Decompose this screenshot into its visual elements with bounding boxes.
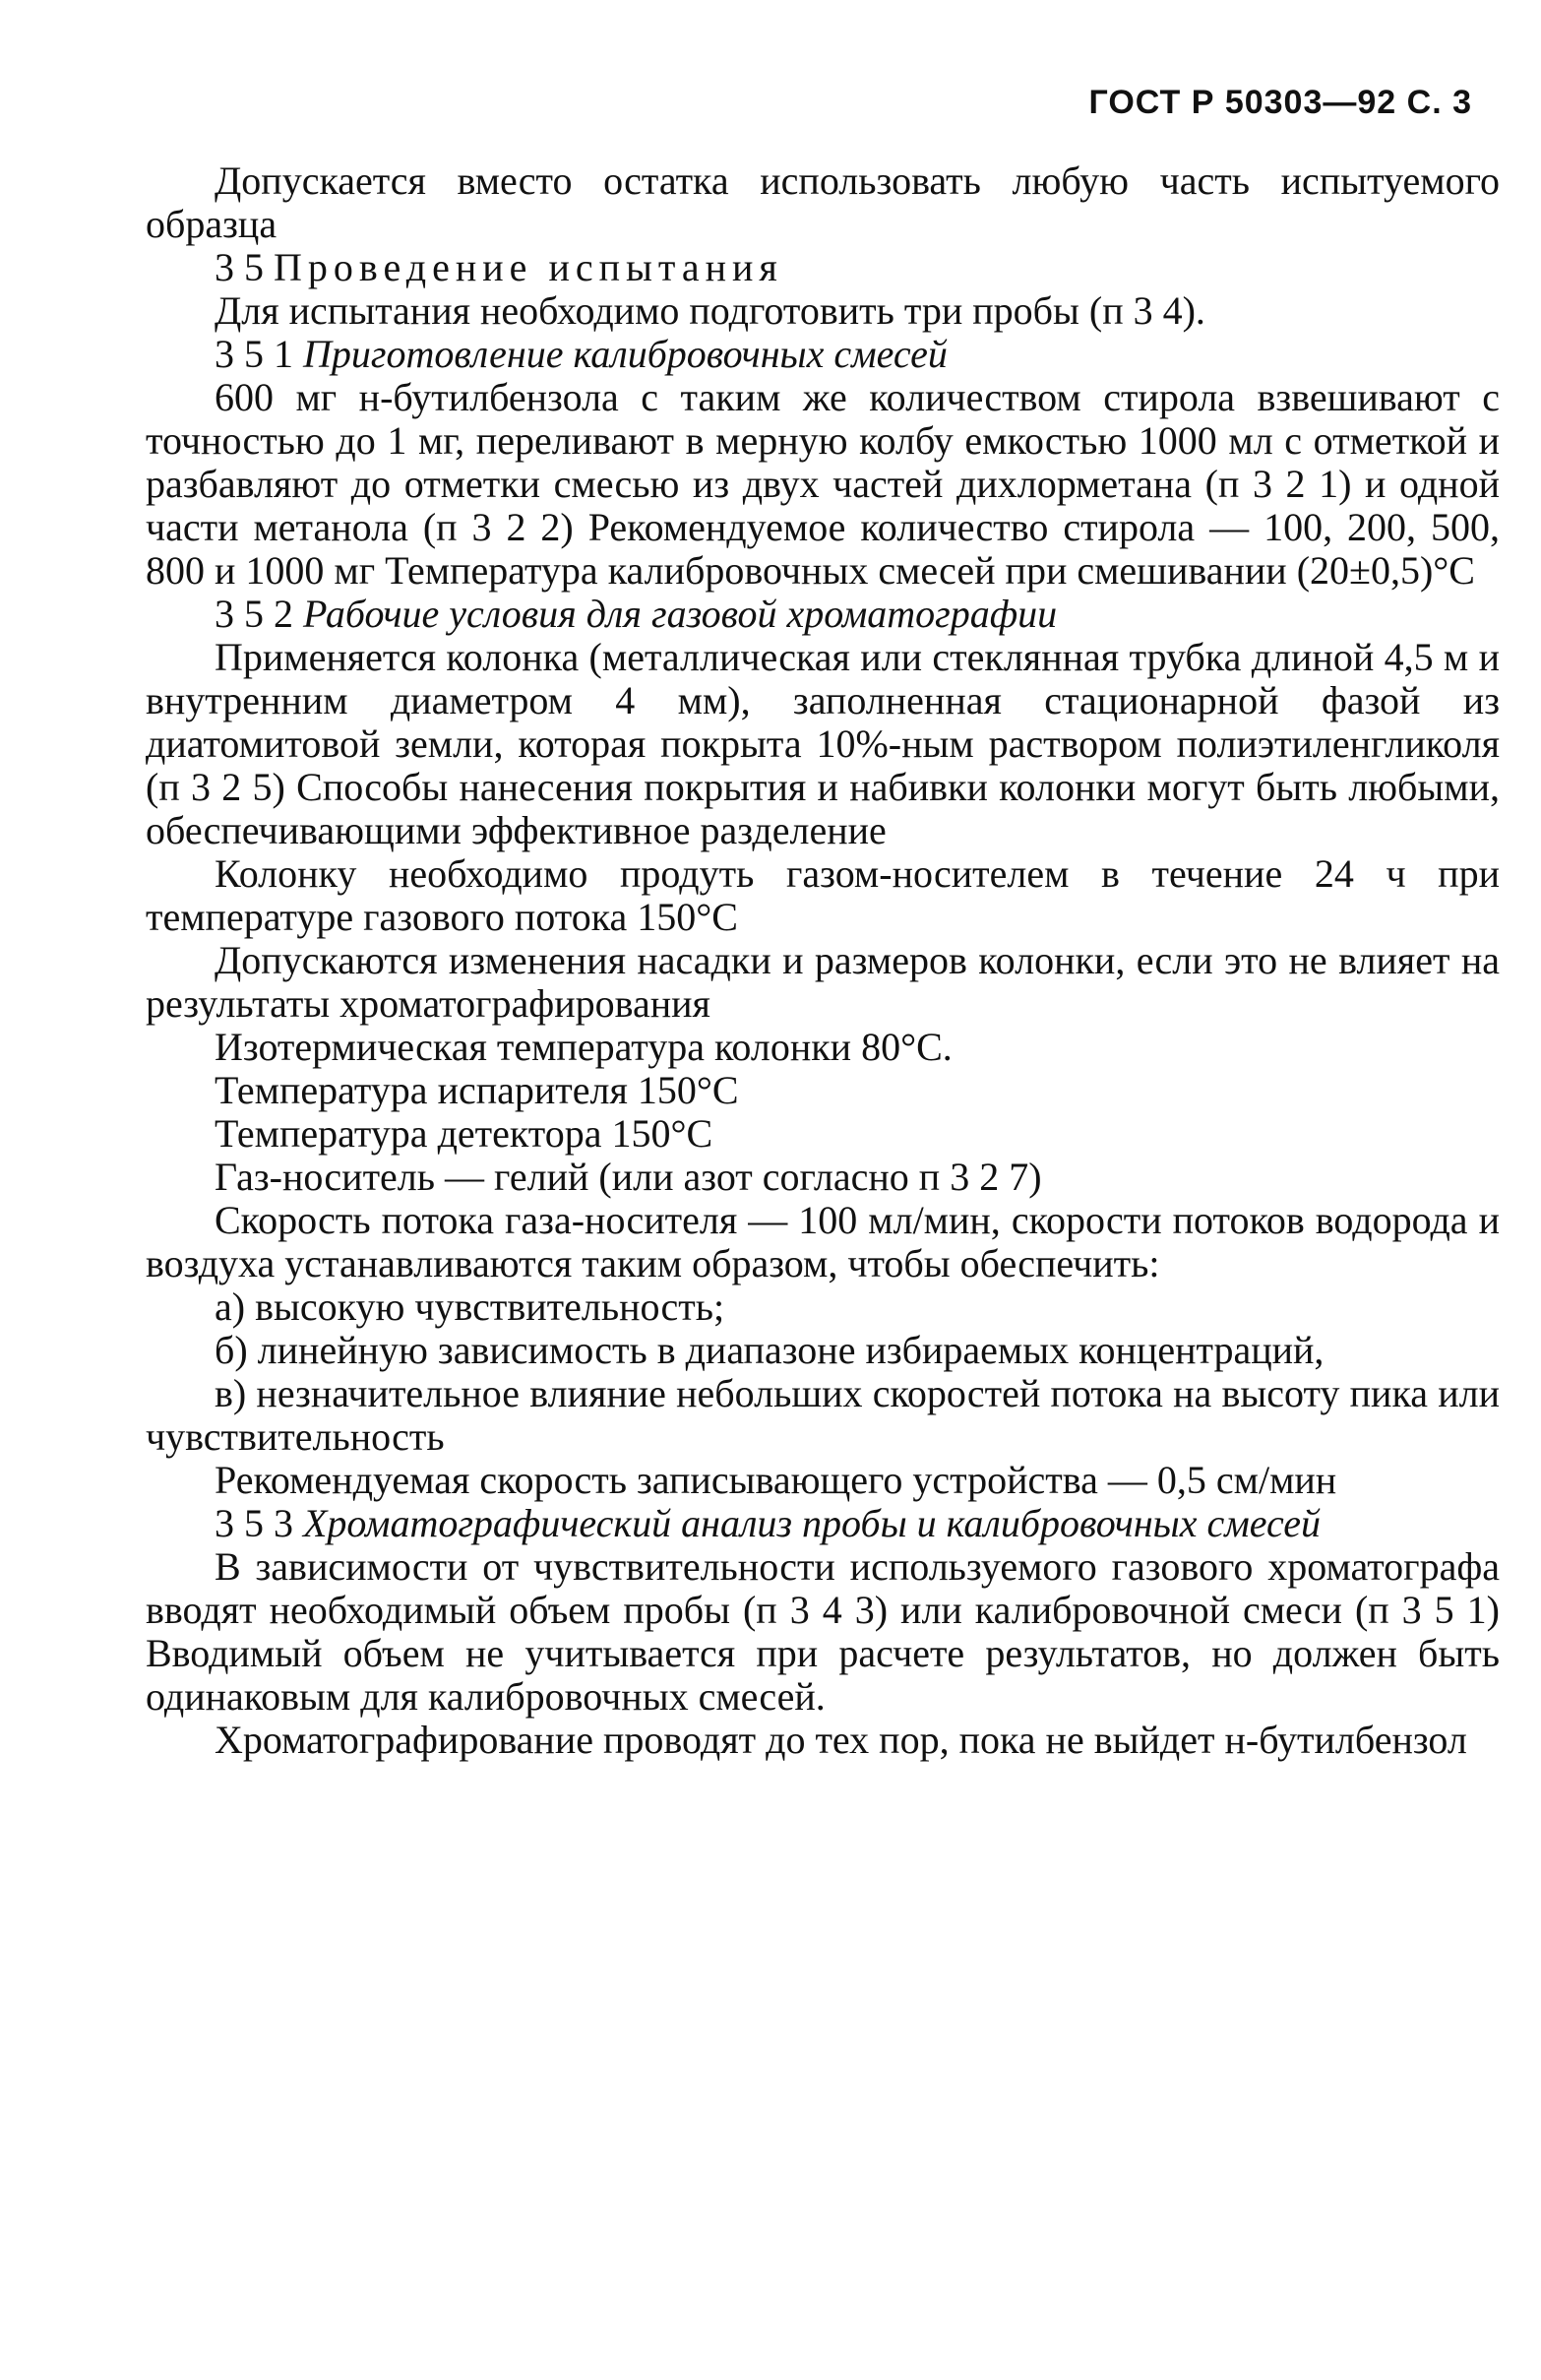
paragraph: Рекомендуемая скорость записывающего устройства — 0,5 см/мин: [215, 1458, 1337, 1502]
subsection-title: Хроматографический анализ пробы и калибровочных смесей: [303, 1501, 1322, 1545]
subsection-heading: [146, 1502, 1500, 1545]
subsection-number: 3 5 2: [215, 592, 293, 636]
body-text: [146, 159, 1500, 1762]
paragraph: Температура детектора 150°С: [215, 1111, 713, 1156]
section-heading: [146, 246, 1500, 289]
subsection-heading: [146, 333, 1500, 376]
paragraph: Допускаются изменения насадки и размеров колонки, если это не влияет на результаты хроматографирования: [146, 938, 1500, 1026]
subsection-title: Рабочие условия для газовой хроматографии: [303, 592, 1058, 636]
page-header: ГОСТ Р 50303—92 С. 3: [1088, 84, 1472, 121]
subsection-heading: [146, 593, 1500, 636]
paragraph: Допускается вместо остатка использовать любую часть испытуемого образца: [146, 158, 1500, 246]
paragraph: Изотермическая температура колонки 80°С.: [215, 1025, 953, 1069]
paragraph: Колонку необходимо продуть газом-носителем в течение 24 ч при температуре газового потока 150°С: [146, 851, 1500, 939]
paragraph: В зависимости от чувствительности используемого газового хроматографа вводят необходимый объем пробы (п 3 4 3) или калибровочной смеси (п 3 5 1) Вводимый объем не учитывается при расчете результатов, но должен быть одинаковым для калибровочных смесей.: [146, 1544, 1500, 1719]
subsection-number: 3 5 3: [215, 1501, 293, 1545]
paragraph: Для испытания необходимо подготовить три пробы (п 3 4).: [215, 288, 1205, 333]
section-number: 3 5: [215, 245, 264, 289]
paragraph: 600 мг н-бутилбензола с таким же количеством стирола взвешивают с точностью до 1 мг, переливают в мерную колбу емкостью 1000 мл с отметкой и разбавляют до отметки смесью из двух частей дихлорметана (п 3 2 1) и одной части метанола (п 3 2 2) Рекомендуемое количество стирола — 100, 200, 500, 800 и 1000 мг Температура калибровочных смесей при смешивании (20±0,5)°С: [146, 375, 1500, 593]
paragraph: Газ-носитель — гелий (или азот согласно п 3 2 7): [215, 1155, 1042, 1199]
list-item: в) незначительное влияние небольших скоростей потока на высоту пика или чувствительность: [146, 1371, 1500, 1459]
paragraph: Скорость потока газа-носителя — 100 мл/мин, скорости потоков водорода и воздуха устанавливаются таким образом, чтобы обеспечить:: [146, 1198, 1500, 1285]
list-item: б) линейную зависимость в диапазоне избираемых концентраций,: [215, 1328, 1325, 1372]
subsection-title: Приготовление калибровочных смесей: [303, 332, 948, 376]
paragraph: Применяется колонка (металлическая или стеклянная трубка длиной 4,5 м и внутренним диаметром 4 мм), заполненная стационарной фазой из диатомитовой земли, которая покрыта 10%-ным раствором полиэтиленгликоля (п 3 2 5) Способы нанесения покрытия и набивки колонки могут быть любыми, обеспечивающими эффективное разделение: [146, 635, 1500, 852]
list-item: а) высокую чувствительность;: [215, 1284, 725, 1329]
subsection-number: 3 5 1: [215, 332, 293, 376]
paragraph: Температура испарителя 150°С: [215, 1068, 739, 1112]
section-title: Проведение испытания: [274, 245, 783, 289]
paragraph: Хроматографирование проводят до тех пор, пока не выйдет н-бутилбензол: [215, 1718, 1467, 1762]
